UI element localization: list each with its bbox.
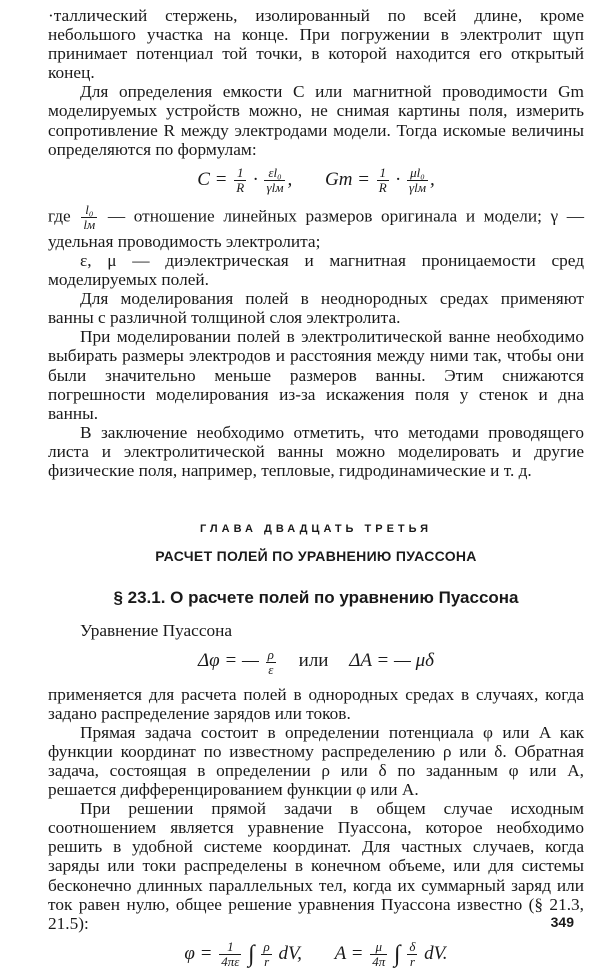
fraction: $\frac{\rho}{\varepsilon}$	[267, 646, 274, 677]
where-line: ε, μ — диэлектрическая и магнитная проницаемости сред моделируемых полей.	[48, 250, 584, 290]
paragraph: Уравнение Пуассона	[80, 621, 233, 641]
fraction: $\frac{1}{4\pi\varepsilon}$	[221, 938, 240, 969]
integral-sign: ∫	[248, 941, 255, 968]
page-body	[48, 6, 584, 977]
paragraph: При решении прямой задачи в общем случае исходным соотношением является уравнение Пуассона, которое необходимо решить в удобной системе координат. Для частных случаев, когда заряды или токи распределены в конечном объеме, или для системы бесконечно длинных параллельных тел, когда их суммарный заряд или ток равен нулю, общее решение уравнения Пуассона известно (§ 21.3, 21.5):	[48, 799, 584, 933]
fraction: $\frac{1}{R}$	[236, 164, 245, 195]
fraction: $\frac{\mu}{4\pi}$	[372, 938, 386, 969]
paragraph: Для моделирования полей в неоднородных средах применяют ванны с различной толщиной слоя электролита.	[48, 289, 584, 328]
fraction: $\frac{\delta}{r}$	[409, 938, 416, 969]
where-line: где $\frac{\text{l₀}}{lм}$ — отношение линейных размеров оригинала и модели; γ — удельная проводимость электролита;	[48, 201, 584, 251]
paragraph: Для определения емкости C или магнитной проводимости Gm моделируемых устройств можно, не снимая картины поля, измерить сопротивление R между электродами модели. Тогда искомые величины определяются по формулам:	[48, 82, 584, 159]
formula-capacitance: C = $\frac{1}{R}$ · $\frac{\text{εl₀}}{\text{γlм}}$ , Gm = $\frac{1}{R}$ · $\frac{\text{μl₀}}{\text{γlм}}$ ,	[197, 164, 435, 195]
formula-poisson: Δφ = — $\frac{\rho}{\varepsilon}$ или ΔA = — μδ	[198, 646, 434, 677]
paragraph: применяется для расчета полей в однородных средах в случаях, когда задано распределение зарядов или токов.	[48, 684, 584, 723]
fraction: $\frac{\text{εl₀}}{\text{γlм}}$	[266, 164, 284, 195]
paragraph: При моделировании полей в электролитической ванне необходимо выбирать размеры электродов и расстояния между ними так, чтобы они были значительно меньше размеров ванны. Этим снижаются погрешности моделирования из-за искажения поля у стенок и дна ванны.	[48, 327, 584, 423]
paragraph: В заключение необходимо отметить, что методами проводящего листа и электролитической ванны можно моделировать и другие физические поля, например, тепловые, гидродинамические и т. д.	[48, 422, 584, 481]
chapter-title: РАСЧЕТ ПОЛЕЙ ПО УРАВНЕНИЮ ПУАССОНА	[155, 548, 477, 565]
paragraph: Прямая задача состоит в определении потенциала φ или A как функции координат по известному распределению ρ или δ. Обратная задача, состоящая в определении ρ или δ по заданным φ или A, решается дифференцированием функции φ или A.	[48, 722, 584, 800]
formula-lhs: C =	[197, 168, 228, 190]
chapter-label: ГЛАВА ДВАДЦАТЬ ТРЕТЬЯ	[199, 523, 433, 536]
fraction: $\frac{\text{l₀}}{lм}$	[83, 201, 96, 232]
formula-lhs: Gm =	[324, 168, 370, 190]
formula-solution: φ = $\frac{1}{4\pi\varepsilon}$ ∫ $\frac{\rho}{r}$ dV, A = $\frac{\mu}{4\pi}$ ∫ $\frac{\delta}{r}$ dV.	[184, 938, 448, 969]
integral-sign: ∫	[394, 941, 401, 968]
page-number: 349	[550, 913, 574, 930]
section-title: § 23.1. О расчете полей по уравнению Пуассона	[113, 588, 519, 608]
fraction: $\frac{\text{μl₀}}{\text{γlм}}$	[408, 164, 426, 195]
fraction: $\frac{1}{R}$	[378, 164, 387, 195]
paragraph: ·таллический стержень, изолированный по всей длине, кроме небольшого участка на конце. При погружении в электролит щуп принимает потенциал той точки, в которой находится его открытый конец.	[48, 6, 584, 83]
fraction: $\frac{\rho}{r}$	[263, 938, 270, 969]
